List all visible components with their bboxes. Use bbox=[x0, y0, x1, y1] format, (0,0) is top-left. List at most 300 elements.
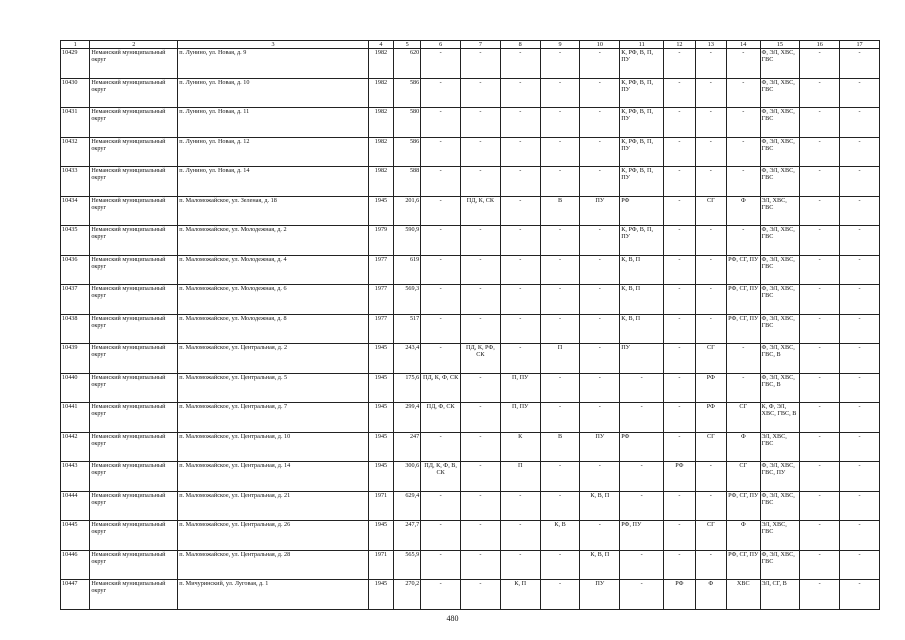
table-cell: 1945 bbox=[368, 373, 393, 403]
table-cell: К, В, П bbox=[580, 550, 620, 580]
table-cell: п. Маломожайское, ул. Центральная, д. 21 bbox=[178, 491, 369, 521]
table-cell: - bbox=[461, 491, 501, 521]
table-cell: Неманский муниципальный округ bbox=[90, 462, 178, 492]
table-cell: Неманский муниципальный округ bbox=[90, 432, 178, 462]
table-cell: 10431 bbox=[61, 108, 90, 138]
table-cell: РФ, СГ, ПУ bbox=[727, 255, 761, 285]
table-cell: 10446 bbox=[61, 550, 90, 580]
table-cell: - bbox=[800, 403, 840, 433]
table-cell: - bbox=[540, 462, 580, 492]
table-cell: ХВС bbox=[727, 580, 761, 610]
table-cell: - bbox=[664, 521, 695, 551]
table-cell: 1945 bbox=[368, 521, 393, 551]
table-cell: 580 bbox=[394, 108, 421, 138]
column-header: 17 bbox=[840, 41, 880, 49]
table-cell: - bbox=[461, 49, 501, 79]
table-cell: РФ bbox=[664, 580, 695, 610]
table-cell: 1977 bbox=[368, 285, 393, 315]
table-cell: - bbox=[421, 196, 461, 226]
table-cell: - bbox=[461, 167, 501, 197]
table-cell: п. Маломожайское, ул. Центральная, д. 28 bbox=[178, 550, 369, 580]
table-cell: Ф, ЭЛ, ХВС, ГВС bbox=[760, 314, 800, 344]
table-cell: - bbox=[840, 78, 880, 108]
table-cell: ПД, К, Ф, СК bbox=[421, 373, 461, 403]
table-cell: 1945 bbox=[368, 403, 393, 433]
table-cell: - bbox=[727, 49, 761, 79]
table-cell: 1982 bbox=[368, 49, 393, 79]
table-cell: - bbox=[421, 344, 461, 374]
table-cell: 1945 bbox=[368, 344, 393, 374]
table-cell: Неманский муниципальный округ bbox=[90, 521, 178, 551]
table-cell: - bbox=[695, 255, 726, 285]
table-cell: Неманский муниципальный округ bbox=[90, 196, 178, 226]
table-cell: 299,4 bbox=[394, 403, 421, 433]
table-cell: Неманский муниципальный округ bbox=[90, 491, 178, 521]
table-cell: - bbox=[461, 432, 501, 462]
column-header: 4 bbox=[368, 41, 393, 49]
table-cell: - bbox=[461, 255, 501, 285]
table-cell: - bbox=[540, 108, 580, 138]
table-cell: 10438 bbox=[61, 314, 90, 344]
table-cell: ПУ bbox=[620, 344, 664, 374]
table-cell: - bbox=[540, 49, 580, 79]
table-row bbox=[61, 462, 880, 492]
table-cell: К, П bbox=[500, 580, 540, 610]
table-cell: Неманский муниципальный округ bbox=[90, 285, 178, 315]
table-cell: - bbox=[540, 403, 580, 433]
table-cell: п. Лунино, ул. Новая, д. 9 bbox=[178, 49, 369, 79]
table-cell: Неманский муниципальный округ bbox=[90, 226, 178, 256]
table-row bbox=[61, 432, 880, 462]
table-cell: - bbox=[664, 226, 695, 256]
table-cell: Неманский муниципальный округ bbox=[90, 373, 178, 403]
table-cell: К, РФ, В, П, ПУ bbox=[620, 78, 664, 108]
table-cell: - bbox=[580, 521, 620, 551]
column-header: 6 bbox=[421, 41, 461, 49]
table-cell: - bbox=[695, 78, 726, 108]
column-header: 12 bbox=[664, 41, 695, 49]
table-cell: - bbox=[800, 226, 840, 256]
table-cell: П, ПУ bbox=[500, 403, 540, 433]
table-cell: - bbox=[800, 491, 840, 521]
table-cell: - bbox=[664, 108, 695, 138]
table-cell: - bbox=[540, 285, 580, 315]
table-cell: п. Лунино, ул. Новая, д. 14 bbox=[178, 167, 369, 197]
table-cell: - bbox=[500, 491, 540, 521]
table-cell: - bbox=[800, 49, 840, 79]
table-cell: - bbox=[664, 49, 695, 79]
table-cell: РФ, СГ, ПУ bbox=[727, 550, 761, 580]
table-cell: Ф, ЭЛ, ХВС, ГВС bbox=[760, 226, 800, 256]
table-cell: Ф, ЭЛ, ХВС, ГВС bbox=[760, 167, 800, 197]
table-cell: П bbox=[540, 344, 580, 374]
table-row bbox=[61, 403, 880, 433]
table-cell: - bbox=[695, 108, 726, 138]
table-cell: - bbox=[500, 314, 540, 344]
table-cell: п. Лунино, ул. Новая, д. 12 bbox=[178, 137, 369, 167]
table-cell: 10437 bbox=[61, 285, 90, 315]
table-row bbox=[61, 314, 880, 344]
table-cell: - bbox=[461, 226, 501, 256]
table-cell: 10441 bbox=[61, 403, 90, 433]
table-row bbox=[61, 344, 880, 374]
table-cell: К, В bbox=[540, 521, 580, 551]
table-cell: - bbox=[727, 226, 761, 256]
table-cell: П, ПУ bbox=[500, 373, 540, 403]
table-cell: - bbox=[840, 108, 880, 138]
table-cell: - bbox=[800, 550, 840, 580]
table-cell: 10429 bbox=[61, 49, 90, 79]
table-cell: п. Маломожайское, ул. Центральная, д. 26 bbox=[178, 521, 369, 551]
table-cell: п. Маломожайское, ул. Центральная, д. 7 bbox=[178, 403, 369, 433]
table-cell: - bbox=[695, 462, 726, 492]
table-cell: РФ, СГ, ПУ bbox=[727, 314, 761, 344]
table-cell: 1982 bbox=[368, 108, 393, 138]
table-cell: 619 bbox=[394, 255, 421, 285]
table-cell: - bbox=[580, 137, 620, 167]
table-row bbox=[61, 49, 880, 79]
table-cell: - bbox=[840, 491, 880, 521]
table-cell: - bbox=[421, 167, 461, 197]
table-cell: - bbox=[800, 196, 840, 226]
table-cell: - bbox=[840, 167, 880, 197]
table-cell: - bbox=[500, 255, 540, 285]
table-cell: - bbox=[840, 344, 880, 374]
table-cell: - bbox=[664, 78, 695, 108]
table-cell: - bbox=[620, 491, 664, 521]
table-cell: 1945 bbox=[368, 432, 393, 462]
table-cell: ЭЛ, СГ, В bbox=[760, 580, 800, 610]
table-cell: Неманский муниципальный округ bbox=[90, 580, 178, 610]
table-cell: - bbox=[800, 137, 840, 167]
table-cell: - bbox=[664, 550, 695, 580]
table-cell: Неманский муниципальный округ bbox=[90, 403, 178, 433]
table-cell: К, РФ, В, П, ПУ bbox=[620, 137, 664, 167]
table-cell: п. Лунино, ул. Новая, д. 10 bbox=[178, 78, 369, 108]
column-header: 1 bbox=[61, 41, 90, 49]
table-cell: - bbox=[664, 196, 695, 226]
table-cell: - bbox=[461, 78, 501, 108]
table-cell: - bbox=[840, 580, 880, 610]
table-cell: - bbox=[727, 167, 761, 197]
table-cell: - bbox=[695, 550, 726, 580]
table-row bbox=[61, 580, 880, 610]
table-cell: - bbox=[620, 580, 664, 610]
table-cell: Неманский муниципальный округ bbox=[90, 49, 178, 79]
table-cell: - bbox=[580, 314, 620, 344]
table-row bbox=[61, 226, 880, 256]
table-cell: РФ bbox=[620, 196, 664, 226]
table-cell: Ф, ЭЛ, ХВС, ГВС bbox=[760, 255, 800, 285]
table-cell: - bbox=[500, 108, 540, 138]
table-cell: Ф, ЭЛ, ХВС, ГВС bbox=[760, 49, 800, 79]
table-cell: СГ bbox=[695, 432, 726, 462]
table-cell: СГ bbox=[695, 344, 726, 374]
column-header: 3 bbox=[178, 41, 369, 49]
table-cell: - bbox=[540, 167, 580, 197]
table-cell: - bbox=[800, 373, 840, 403]
table-cell: СГ bbox=[727, 462, 761, 492]
table-row bbox=[61, 167, 880, 197]
table-cell: ЭЛ, ХВС, ГВС bbox=[760, 196, 800, 226]
table-row bbox=[61, 108, 880, 138]
table-cell: К, РФ, В, П, ПУ bbox=[620, 108, 664, 138]
table-cell: 10434 bbox=[61, 196, 90, 226]
table-cell: Ф bbox=[695, 580, 726, 610]
table-cell: - bbox=[540, 491, 580, 521]
table-cell: 620 bbox=[394, 49, 421, 79]
table-cell: Ф, ЭЛ, ХВС, ГВС bbox=[760, 78, 800, 108]
table-cell: - bbox=[800, 432, 840, 462]
table-cell: 247 bbox=[394, 432, 421, 462]
table-cell: 10442 bbox=[61, 432, 90, 462]
table-cell: 10445 bbox=[61, 521, 90, 551]
table-cell: - bbox=[580, 403, 620, 433]
table-cell: - bbox=[461, 403, 501, 433]
table-cell: - bbox=[664, 432, 695, 462]
table-cell: п. Маломожайское, ул. Молодежная, д. 2 bbox=[178, 226, 369, 256]
table-cell: 1982 bbox=[368, 78, 393, 108]
table-cell: - bbox=[840, 49, 880, 79]
column-header: 10 bbox=[580, 41, 620, 49]
table-cell: Неманский муниципальный округ bbox=[90, 344, 178, 374]
table-cell: - bbox=[461, 137, 501, 167]
table-cell: - bbox=[800, 462, 840, 492]
column-header: 13 bbox=[695, 41, 726, 49]
table-cell: В bbox=[540, 196, 580, 226]
table-cell: - bbox=[500, 49, 540, 79]
table-cell: - bbox=[461, 285, 501, 315]
table-cell: К, В, П bbox=[580, 491, 620, 521]
table-cell: 565,9 bbox=[394, 550, 421, 580]
table-cell: ПУ bbox=[580, 432, 620, 462]
page-number: 480 bbox=[446, 614, 459, 623]
table-cell: - bbox=[840, 373, 880, 403]
column-header: 7 bbox=[461, 41, 501, 49]
table-cell: ПД, К, РФ, СК bbox=[461, 344, 501, 374]
table-cell: РФ bbox=[620, 432, 664, 462]
table-cell: п. Маломожайское, ул. Зеленая, д. 18 bbox=[178, 196, 369, 226]
table-cell: ПД, К, СК bbox=[461, 196, 501, 226]
table-cell: - bbox=[664, 373, 695, 403]
table-cell: К, РФ, В, П, ПУ bbox=[620, 167, 664, 197]
table-cell: К, РФ, В, П, ПУ bbox=[620, 49, 664, 79]
table-cell: п. Мичуринский, ул. Луговая, д. 1 bbox=[178, 580, 369, 610]
table-cell: 175,6 bbox=[394, 373, 421, 403]
table-cell: - bbox=[727, 78, 761, 108]
table-cell: Ф, ЭЛ, ХВС, ГВС bbox=[760, 108, 800, 138]
table-cell: - bbox=[421, 432, 461, 462]
table-row bbox=[61, 285, 880, 315]
table-cell: - bbox=[580, 373, 620, 403]
table-cell: - bbox=[580, 78, 620, 108]
table-cell: Ф, ЭЛ, ХВС, ГВС bbox=[760, 550, 800, 580]
table-cell: К, РФ, В, П, ПУ bbox=[620, 226, 664, 256]
table-cell: ПД, К, Ф, В, СК bbox=[421, 462, 461, 492]
table-cell: - bbox=[540, 550, 580, 580]
table-cell: СГ bbox=[695, 521, 726, 551]
table-cell: К, В, П bbox=[620, 285, 664, 315]
table-cell: - bbox=[840, 196, 880, 226]
table-cell: Ф, ЭЛ, ХВС, ГВС bbox=[760, 491, 800, 521]
table-cell: - bbox=[695, 285, 726, 315]
table-cell: - bbox=[840, 432, 880, 462]
table-cell: - bbox=[540, 226, 580, 256]
table-cell: - bbox=[695, 314, 726, 344]
table-cell: Ф, ЭЛ, ХВС, ГВС, ПУ bbox=[760, 462, 800, 492]
table-cell: 517 bbox=[394, 314, 421, 344]
table-cell: - bbox=[695, 167, 726, 197]
table-cell: - bbox=[580, 49, 620, 79]
table-cell: СГ bbox=[695, 196, 726, 226]
table-cell: 10443 bbox=[61, 462, 90, 492]
table-cell: п. Маломожайское, ул. Центральная, д. 10 bbox=[178, 432, 369, 462]
table-cell: - bbox=[840, 255, 880, 285]
housing-table bbox=[60, 40, 880, 610]
table-cell: ПУ bbox=[580, 580, 620, 610]
table-row bbox=[61, 137, 880, 167]
table-cell: 201,6 bbox=[394, 196, 421, 226]
table-cell: РФ bbox=[695, 373, 726, 403]
table-cell: - bbox=[800, 344, 840, 374]
table-cell: - bbox=[421, 521, 461, 551]
table-cell: 247,7 bbox=[394, 521, 421, 551]
table-cell: - bbox=[800, 167, 840, 197]
table-cell: - bbox=[695, 491, 726, 521]
table-cell: 569,3 bbox=[394, 285, 421, 315]
table-cell: - bbox=[461, 373, 501, 403]
table-cell: - bbox=[695, 226, 726, 256]
table-cell: - bbox=[580, 167, 620, 197]
table-cell: 10430 bbox=[61, 78, 90, 108]
table-cell: 1945 bbox=[368, 462, 393, 492]
table-cell: - bbox=[580, 462, 620, 492]
table-cell: 1945 bbox=[368, 196, 393, 226]
table-cell: 1979 bbox=[368, 226, 393, 256]
table-cell: СГ bbox=[727, 403, 761, 433]
table-cell: п. Маломожайское, ул. Молодежная, д. 8 bbox=[178, 314, 369, 344]
table-row bbox=[61, 255, 880, 285]
table-cell: - bbox=[695, 137, 726, 167]
table-cell: В bbox=[540, 432, 580, 462]
table-cell: 10440 bbox=[61, 373, 90, 403]
table-cell: Неманский муниципальный округ bbox=[90, 78, 178, 108]
table-cell: 243,4 bbox=[394, 344, 421, 374]
table-cell: - bbox=[800, 255, 840, 285]
table-row bbox=[61, 373, 880, 403]
table-cell: - bbox=[840, 521, 880, 551]
table-cell: - bbox=[461, 314, 501, 344]
table-cell: 10447 bbox=[61, 580, 90, 610]
table-cell: Неманский муниципальный округ bbox=[90, 108, 178, 138]
table-cell: - bbox=[800, 521, 840, 551]
table-cell: 1977 bbox=[368, 255, 393, 285]
table-cell: РФ, СГ, ПУ bbox=[727, 285, 761, 315]
column-header: 16 bbox=[800, 41, 840, 49]
table-cell: - bbox=[695, 49, 726, 79]
column-header: 5 bbox=[394, 41, 421, 49]
table-cell: - bbox=[664, 285, 695, 315]
table-cell: Ф bbox=[727, 196, 761, 226]
table-cell: - bbox=[500, 167, 540, 197]
table-cell: п. Маломожайское, ул. Центральная, д. 2 bbox=[178, 344, 369, 374]
table-cell: 270,2 bbox=[394, 580, 421, 610]
table-cell: 10435 bbox=[61, 226, 90, 256]
table-cell: - bbox=[580, 344, 620, 374]
table-cell: Ф bbox=[727, 521, 761, 551]
table-cell: - bbox=[840, 137, 880, 167]
table-cell: 629,4 bbox=[394, 491, 421, 521]
table-cell: - bbox=[461, 580, 501, 610]
table-cell: - bbox=[727, 344, 761, 374]
table-cell: 10436 bbox=[61, 255, 90, 285]
table-cell: - bbox=[500, 196, 540, 226]
table-cell: 300,6 bbox=[394, 462, 421, 492]
table-cell: ЭЛ, ХВС, ГВС bbox=[760, 521, 800, 551]
table-cell: Неманский муниципальный округ bbox=[90, 314, 178, 344]
table-body bbox=[61, 49, 880, 610]
table-cell: - bbox=[580, 226, 620, 256]
table-cell: 586 bbox=[394, 78, 421, 108]
table-cell: - bbox=[664, 255, 695, 285]
table-cell: - bbox=[664, 403, 695, 433]
table-cell: Неманский муниципальный округ bbox=[90, 550, 178, 580]
table-cell: - bbox=[580, 255, 620, 285]
table-cell: К bbox=[500, 432, 540, 462]
table-cell: 590,9 bbox=[394, 226, 421, 256]
table-cell: - bbox=[421, 226, 461, 256]
table-cell: - bbox=[800, 580, 840, 610]
table-cell: Ф, ЭЛ, ХВС, ГВС bbox=[760, 137, 800, 167]
table-cell: - bbox=[421, 137, 461, 167]
table-cell: - bbox=[800, 285, 840, 315]
table-cell: 1977 bbox=[368, 314, 393, 344]
table-cell: - bbox=[540, 255, 580, 285]
table-cell: - bbox=[500, 137, 540, 167]
column-header: 8 bbox=[500, 41, 540, 49]
table-cell: - bbox=[727, 373, 761, 403]
table-row bbox=[61, 521, 880, 551]
table-cell: 1945 bbox=[368, 580, 393, 610]
table-cell: - bbox=[421, 285, 461, 315]
table-cell: РФ bbox=[664, 462, 695, 492]
table-cell: - bbox=[461, 550, 501, 580]
table-cell: РФ, ПУ bbox=[620, 521, 664, 551]
table-cell: РФ bbox=[695, 403, 726, 433]
table-cell: - bbox=[500, 285, 540, 315]
table-cell: Неманский муниципальный округ bbox=[90, 137, 178, 167]
table-cell: - bbox=[664, 167, 695, 197]
table-cell: - bbox=[540, 580, 580, 610]
table-cell: П bbox=[500, 462, 540, 492]
column-header: 15 bbox=[760, 41, 800, 49]
table-row bbox=[61, 196, 880, 226]
table-cell: - bbox=[540, 373, 580, 403]
table-cell: - bbox=[461, 462, 501, 492]
table-cell: п. Маломожайское, ул. Центральная, д. 5 bbox=[178, 373, 369, 403]
column-header: 11 bbox=[620, 41, 664, 49]
table-cell: 10432 bbox=[61, 137, 90, 167]
table-cell: К, Ф, ЭЛ, ХВС, ГВС, В bbox=[760, 403, 800, 433]
table-cell: - bbox=[580, 285, 620, 315]
table-cell: п. Маломожайское, ул. Центральная, д. 14 bbox=[178, 462, 369, 492]
table-cell: 10444 bbox=[61, 491, 90, 521]
table-cell: - bbox=[421, 49, 461, 79]
table-row bbox=[61, 550, 880, 580]
table-cell: 1982 bbox=[368, 167, 393, 197]
table-cell: - bbox=[840, 285, 880, 315]
table-cell: Ф, ЭЛ, ХВС, ГВС bbox=[760, 285, 800, 315]
